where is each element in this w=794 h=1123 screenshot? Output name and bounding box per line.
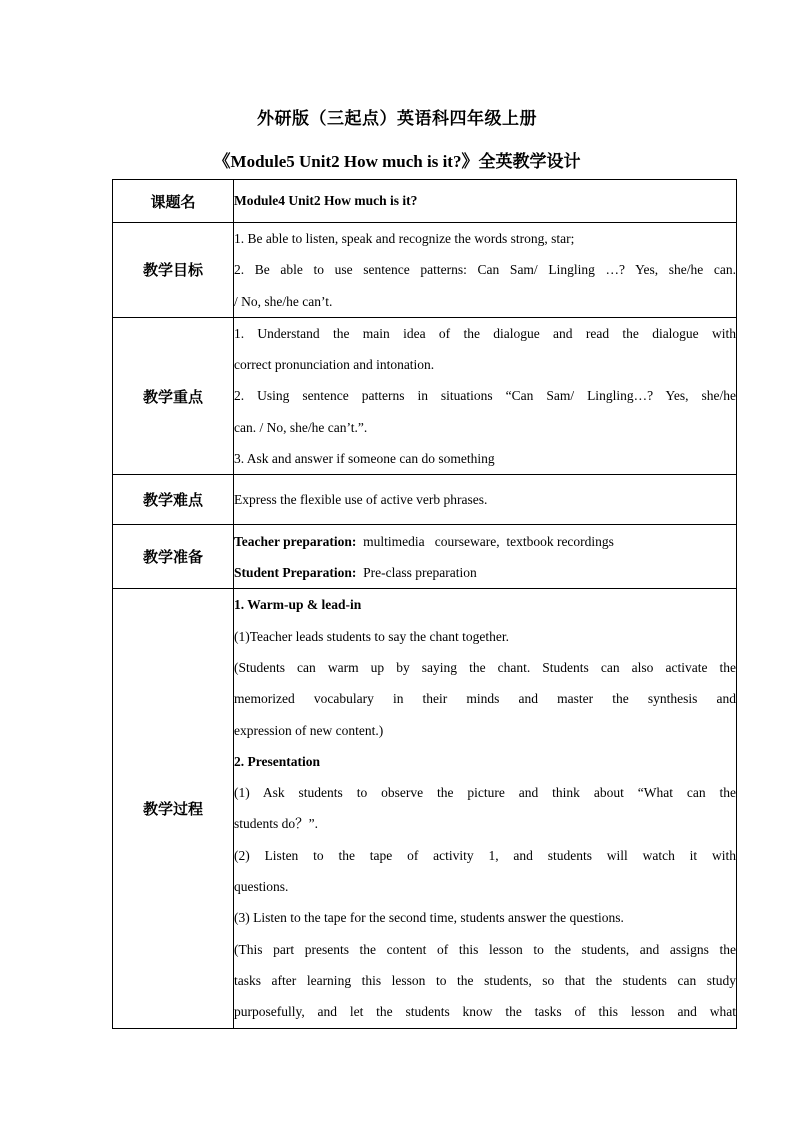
objectives-line: / No, she/he can’t. [234,293,333,309]
key-points-label: 教学重点 [113,317,234,474]
process-line: (3) Listen to the tape for the second time, students answer the questions. [234,910,624,926]
process-line: (This part presents the content of this lesson to the students, and assigns the [234,941,736,957]
student-preparation-value: Pre-class preparation [356,564,477,580]
objectives-line: 1. Be able to listen, speak and recognize the words strong, star; [234,231,575,246]
topic-value: Module4 Unit2 How much is it? [234,193,418,208]
difficulties-line: Express the flexible use of active verb phrases. [234,492,488,508]
preparation-label: 教学准备 [113,525,234,589]
table-row-difficulties [113,475,737,525]
key-points-line: 1. Understand the main idea of the dialogue and read the dialogue with [234,325,736,341]
table-row-key-points [113,317,737,474]
process-label: 教学过程 [113,589,234,1028]
lesson-plan-table [112,179,737,1029]
table-row-preparation [113,525,737,589]
preparation-cell [234,525,737,589]
process-heading-warmup: 1. Warm-up & lead-in [234,597,362,613]
student-preparation-line [234,557,736,588]
key-points-line: correct pronunciation and intonation. [234,357,435,373]
document-title: 外研版（三起点）英语科四年级上册 [257,109,537,128]
teacher-preparation-value: multimedia courseware, textbook recordings [356,533,614,549]
process-line: (1) Ask students to observe the picture and think about “What can the [234,785,736,801]
difficulties-cell [234,475,737,525]
key-points-cell [234,317,737,474]
table-row-process [113,589,737,1028]
process-line: memorized vocabulary in their minds and master the synthesis and [234,691,736,707]
table-row-topic [113,180,737,223]
topic-label: 课题名 [113,180,234,223]
topic-value-cell [234,180,737,223]
process-line: expression of new content.) [234,722,384,738]
process-line: (2) Listen to the tape of activity 1, and students will watch it with [234,847,736,863]
document-subtitle: 《Module5 Unit2 How much is it?》全英教学设计 [213,152,581,171]
objectives-line: 2. Be able to use sentence patterns: Can Sam/ Lingling …? Yes, she/he can. [234,262,736,278]
table-row-objectives [113,223,737,318]
process-line: questions. [234,879,289,895]
objectives-cell [234,223,737,318]
key-points-line: can. / No, she/he can’t.”. [234,419,368,435]
process-line: purposefully, and let the students know the tasks of this lesson and what [234,1004,736,1020]
process-line: tasks after learning this lesson to the students, so that the students can study [234,972,736,988]
teacher-preparation-label: Teacher preparation: [234,533,357,549]
teacher-preparation-line [234,526,736,557]
key-points-line: 2. Using sentence patterns in situations “Can Sam/ Lingling…? Yes, she/he [234,388,736,404]
objectives-label: 教学目标 [113,223,234,318]
process-line: (1)Teacher leads students to say the chant together. [234,628,509,644]
difficulties-label: 教学难点 [113,475,234,525]
process-cell [234,589,737,1028]
key-points-line: 3. Ask and answer if someone can do something [234,451,495,467]
process-line: (Students can warm up by saying the chant. Students can also activate the [234,659,736,675]
process-line: students do？”. [234,816,318,832]
student-preparation-label: Student Preparation: [234,564,357,580]
process-heading-presentation: 2. Presentation [234,753,320,769]
